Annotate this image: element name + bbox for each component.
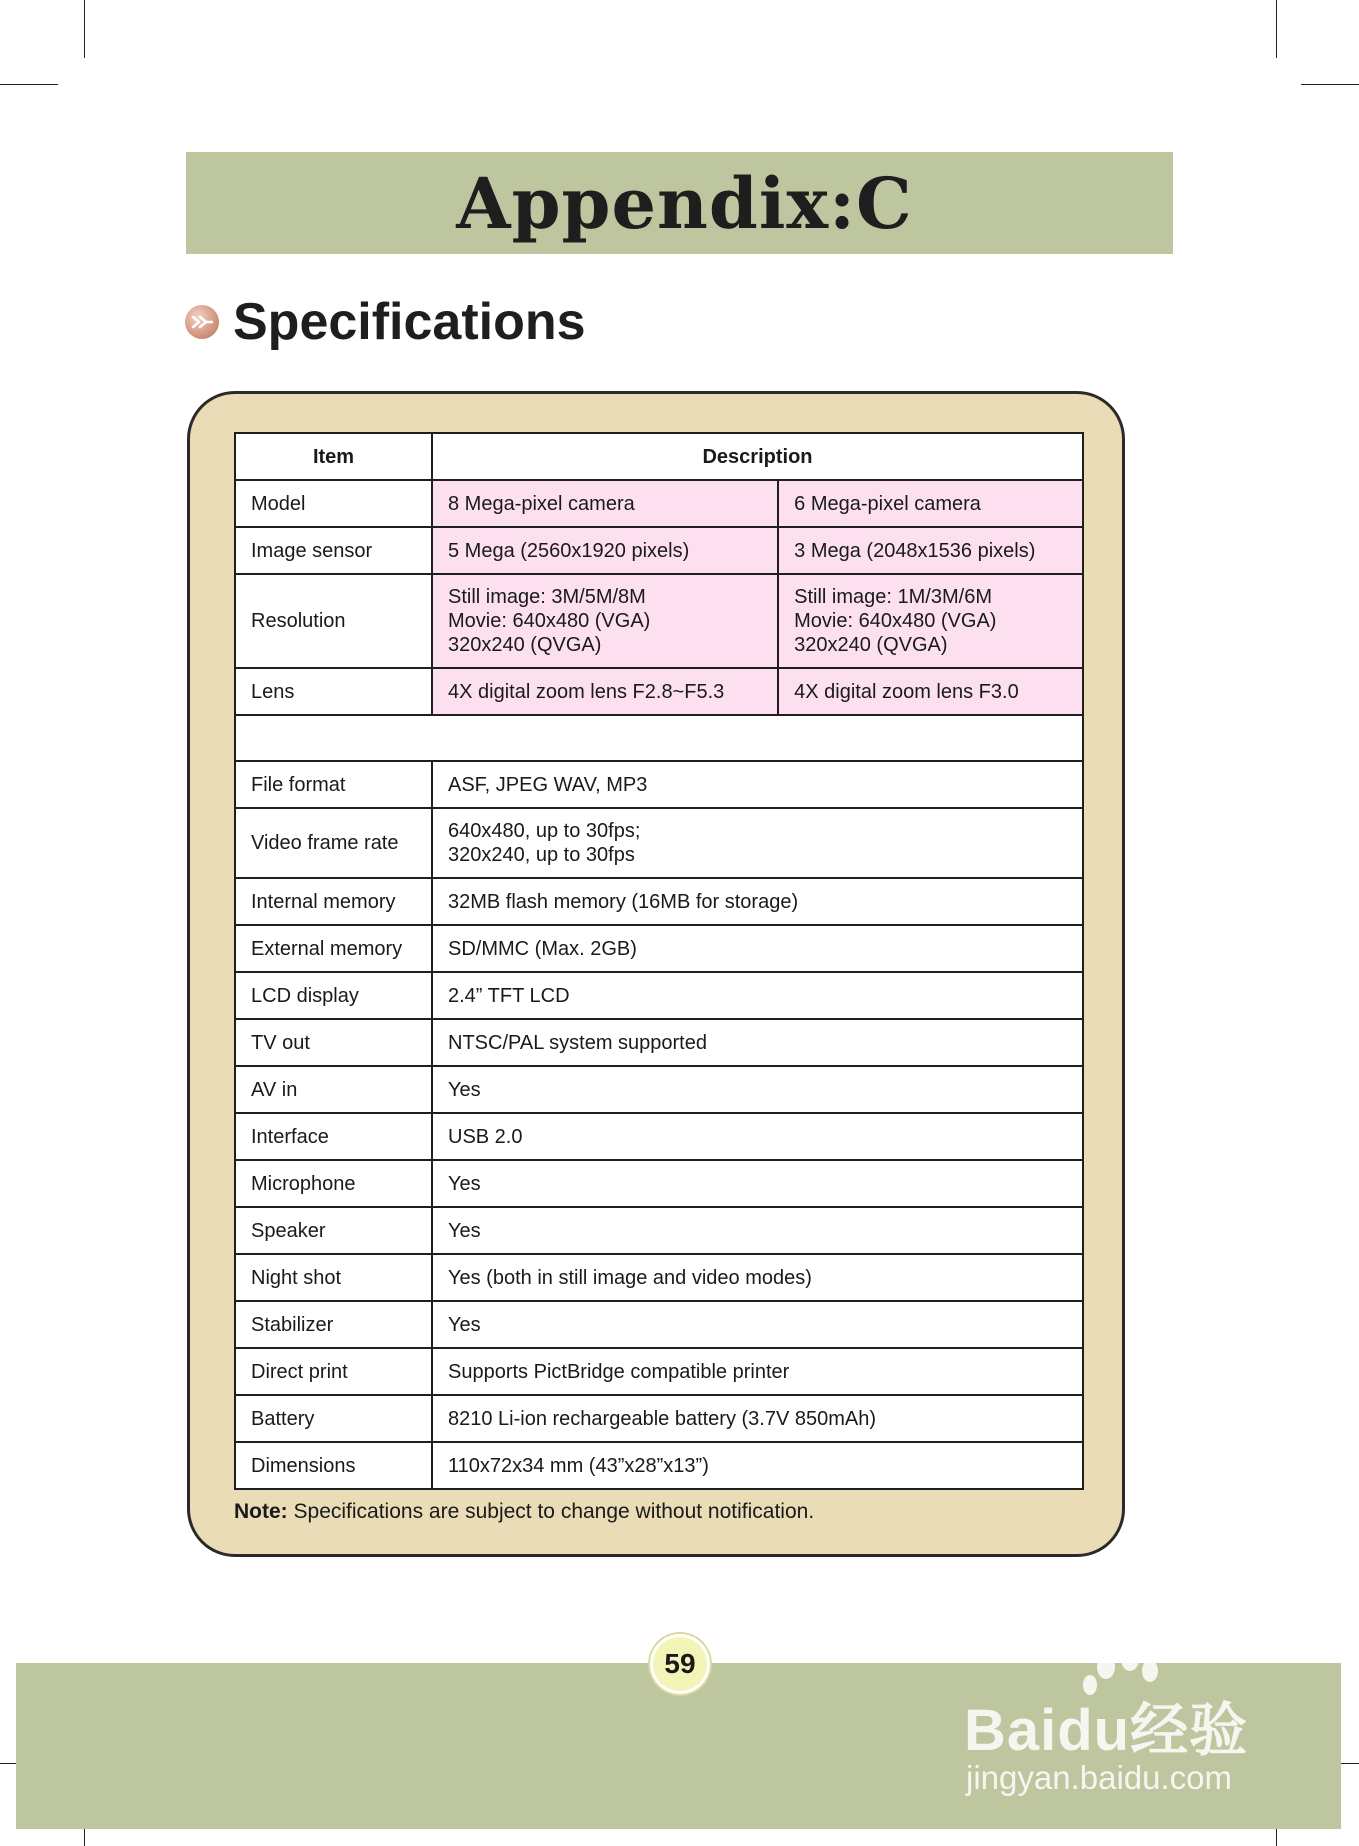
spec-value: Yes [432, 1301, 1083, 1348]
table-row [235, 668, 1083, 715]
spec-value-6mp [778, 574, 1083, 668]
note-label: Note: [234, 1500, 288, 1523]
header-item: Item [235, 433, 432, 480]
table-header-row [235, 433, 1083, 480]
text-line: 320x240 (QVGA) [794, 634, 948, 656]
spec-value-8mp [432, 574, 778, 668]
watermark [960, 1645, 1280, 1805]
text-line: 320x240, up to 30fps [448, 844, 635, 866]
header-description: Description [432, 433, 1083, 480]
appendix-title: Appendix:C [456, 161, 913, 245]
table-row [235, 1301, 1083, 1348]
spec-panel [187, 391, 1125, 1557]
table-row [235, 808, 1083, 878]
note-text: Specifications are subject to change without notification. [293, 1500, 815, 1523]
row-label: Dimensions [235, 1442, 432, 1489]
row-label: Direct print [235, 1348, 432, 1395]
spec-value-6mp: 3 Mega (2048x1536 pixels) [778, 527, 1083, 574]
text-line: Still image: 1M/3M/6M [794, 586, 992, 608]
row-label: External memory [235, 925, 432, 972]
row-label: AV in [235, 1066, 432, 1113]
row-label: Night shot [235, 1254, 432, 1301]
table-row [235, 972, 1083, 1019]
table-row [235, 1160, 1083, 1207]
crop-mark [0, 84, 58, 85]
table-row [235, 480, 1083, 527]
text-line: Movie: 640x480 (VGA) [794, 610, 997, 632]
row-label: Resolution [235, 574, 432, 668]
table-row [235, 878, 1083, 925]
text-line: Movie: 640x480 (VGA) [448, 610, 651, 632]
table-row [235, 925, 1083, 972]
spec-value-6mp: 4X digital zoom lens F3.0 [778, 668, 1083, 715]
row-label: Stabilizer [235, 1301, 432, 1348]
watermark-brand: Baidu经验 [964, 1698, 1249, 1763]
spec-table [234, 432, 1084, 1490]
table-row [235, 1442, 1083, 1489]
row-label: LCD display [235, 972, 432, 1019]
spec-value: ASF, JPEG WAV, MP3 [432, 761, 1083, 808]
row-label: Model [235, 480, 432, 527]
spec-value: NTSC/PAL system supported [432, 1019, 1083, 1066]
table-row [235, 1113, 1083, 1160]
crop-mark [84, 0, 85, 58]
row-label: Interface [235, 1113, 432, 1160]
spec-value-8mp: 4X digital zoom lens F2.8~F5.3 [432, 668, 778, 715]
page-number: 59 [650, 1634, 710, 1694]
table-row [235, 1254, 1083, 1301]
table-row [235, 574, 1083, 668]
row-label: TV out [235, 1019, 432, 1066]
section-title: Specifications [233, 293, 586, 351]
spec-value: USB 2.0 [432, 1113, 1083, 1160]
spec-value-8mp: 5 Mega (2560x1920 pixels) [432, 527, 778, 574]
spec-value: Yes (both in still image and video modes) [432, 1254, 1083, 1301]
spec-value-8mp: 8 Mega-pixel camera [432, 480, 778, 527]
table-row [235, 1019, 1083, 1066]
row-label: Image sensor [235, 527, 432, 574]
table-row [235, 1348, 1083, 1395]
row-label: Lens [235, 668, 432, 715]
blank-cell [235, 715, 1083, 761]
note [234, 1500, 814, 1524]
row-label: Speaker [235, 1207, 432, 1254]
spec-value-6mp: 6 Mega-pixel camera [778, 480, 1083, 527]
row-label: Microphone [235, 1160, 432, 1207]
crop-mark [1276, 0, 1277, 58]
spec-value: 110x72x34 mm (43”x28”x13”) [432, 1442, 1083, 1489]
table-row [235, 1395, 1083, 1442]
blank-separator-row [235, 715, 1083, 761]
spec-value: Supports PictBridge compatible printer [432, 1348, 1083, 1395]
table-row [235, 1066, 1083, 1113]
spec-value: SD/MMC (Max. 2GB) [432, 925, 1083, 972]
spec-value [432, 808, 1083, 878]
crop-mark [1301, 84, 1359, 85]
double-arrow-bullet-icon [185, 305, 219, 339]
appendix-banner [186, 152, 1173, 254]
spec-value: Yes [432, 1207, 1083, 1254]
text-line: 320x240 (QVGA) [448, 634, 602, 656]
table-row [235, 761, 1083, 808]
spec-value: Yes [432, 1066, 1083, 1113]
spec-value: 32MB flash memory (16MB for storage) [432, 878, 1083, 925]
section-heading [185, 292, 586, 352]
text-line: 640x480, up to 30fps; [448, 820, 641, 842]
text-line: Still image: 3M/5M/8M [448, 586, 646, 608]
row-label: Battery [235, 1395, 432, 1442]
row-label: File format [235, 761, 432, 808]
spec-value: 2.4” TFT LCD [432, 972, 1083, 1019]
table-row [235, 1207, 1083, 1254]
spec-value: 8210 Li-ion rechargeable battery (3.7V 850mAh) [432, 1395, 1083, 1442]
row-label: Internal memory [235, 878, 432, 925]
watermark-url: jingyan.baidu.com [966, 1759, 1232, 1796]
table-row [235, 527, 1083, 574]
spec-value: Yes [432, 1160, 1083, 1207]
row-label: Video frame rate [235, 808, 432, 878]
